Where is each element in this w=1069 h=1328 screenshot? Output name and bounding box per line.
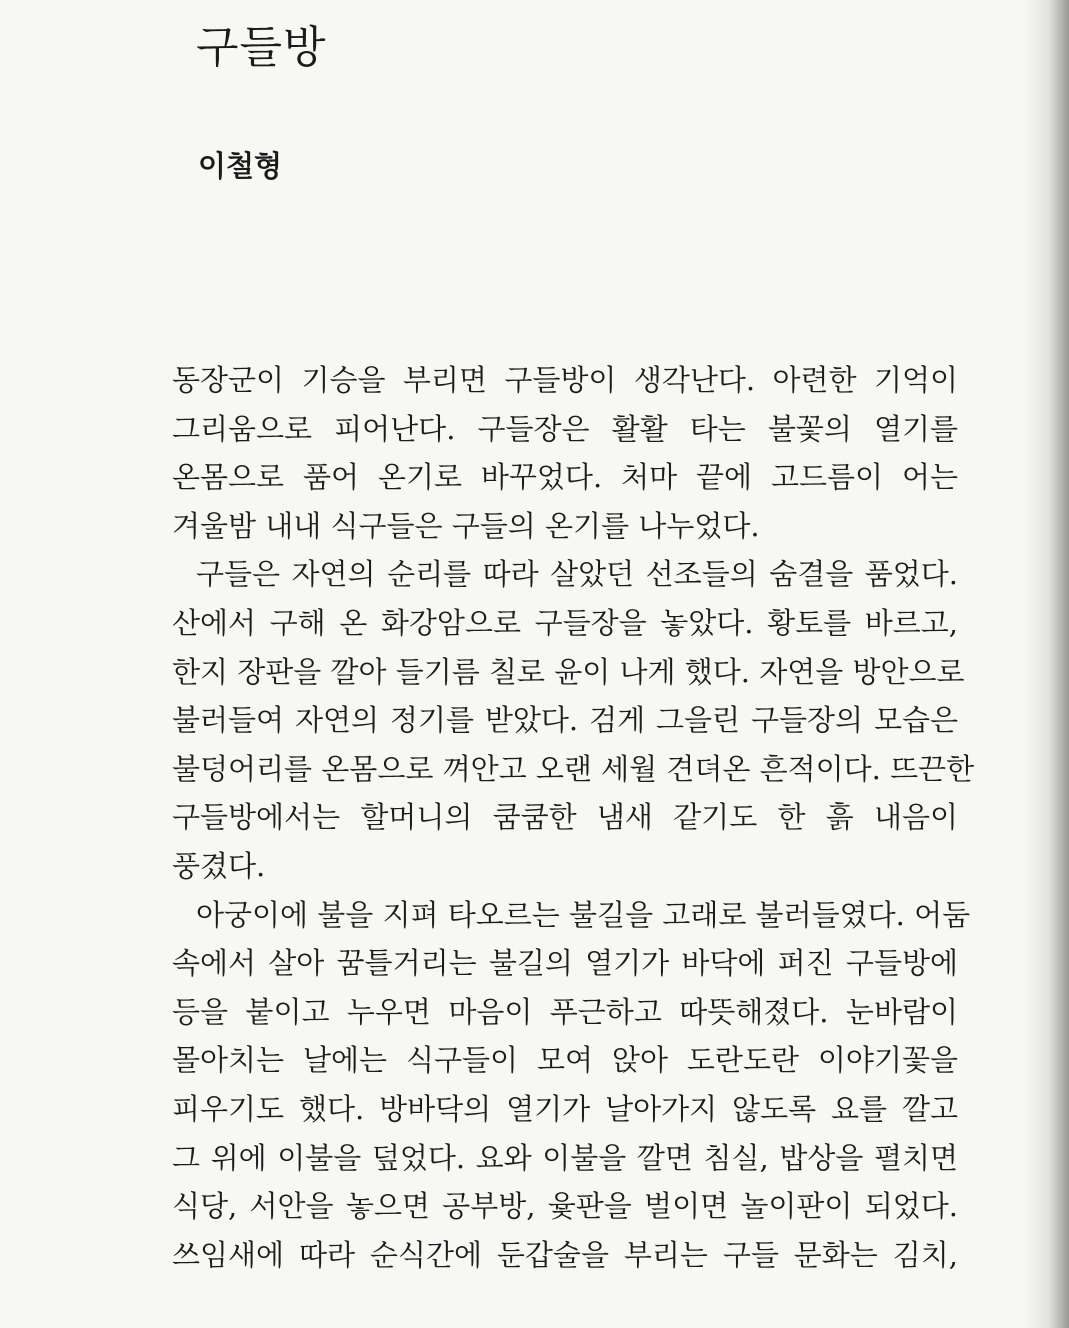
text-line: 겨울밤 내내 식구들은 구들의 온기를 나누었다. [172, 508, 760, 543]
page-edge-shadow [1023, 0, 1069, 1328]
text-line: 그리움으로 피어난다. 구들장은 활활 타는 불꽃의 열기를 [172, 411, 958, 446]
author-name: 이철형 [198, 149, 283, 183]
text-line: 그 위에 이불을 덮었다. 요와 이불을 깔면 침실, 밥상을 펼치면 [172, 1140, 958, 1175]
text-line: 식당, 서안을 놓으면 공부방, 윷판을 벌이면 놀이판이 되었다. [172, 1189, 958, 1224]
text-line: 산에서 구해 온 화강암으로 구들장을 놓았다. 황토를 바르고, [172, 605, 958, 640]
text-line: 온몸으로 품어 온기로 바꾸었다. 처마 끝에 고드름이 어는 [172, 460, 958, 495]
text-line: 구들방에서는 할머니의 쿰쿰한 냄새 같기도 한 흙 내음이 [172, 800, 958, 835]
text-line: 풍겼다. [172, 848, 266, 883]
text-line: 한지 장판을 깔아 들기름 칠로 윤이 나게 했다. 자연을 방안으로 [172, 654, 965, 689]
text-line: 속에서 살아 꿈틀거리는 불길의 열기가 바닥에 퍼진 구들방에 [172, 946, 958, 981]
text-line: 불러들여 자연의 정기를 받았다. 검게 그을린 구들장의 모습은 [172, 703, 958, 738]
text-line: 불덩어리를 온몸으로 껴안고 오랜 세월 견뎌온 흔적이다. 뜨끈한 [172, 751, 975, 786]
text-line: 쓰임새에 따라 순식간에 둔갑술을 부리는 구들 문화는 김치, [172, 1237, 958, 1272]
text-line: 몰아치는 날에는 식구들이 모여 앉아 도란도란 이야기꽃을 [172, 1043, 958, 1078]
text-line: 동장군이 기승을 부리면 구들방이 생각난다. 아련한 기억이 [172, 363, 958, 397]
essay-title: 구들방 [196, 22, 327, 73]
text-line: 피우기도 했다. 방바닥의 열기가 날아가지 않도록 요를 깔고 [172, 1091, 958, 1126]
essay-body [172, 356, 975, 1279]
text-line: 등을 붙이고 누우면 마음이 푸근하고 따뜻해졌다. 눈바람이 [172, 994, 958, 1029]
text-line: 구들은 자연의 순리를 따라 살았던 선조들의 숨결을 품었다. [196, 557, 958, 592]
text-line: 아궁이에 불을 지펴 타오르는 불길을 고래로 불러들였다. 어둠 [196, 897, 971, 932]
